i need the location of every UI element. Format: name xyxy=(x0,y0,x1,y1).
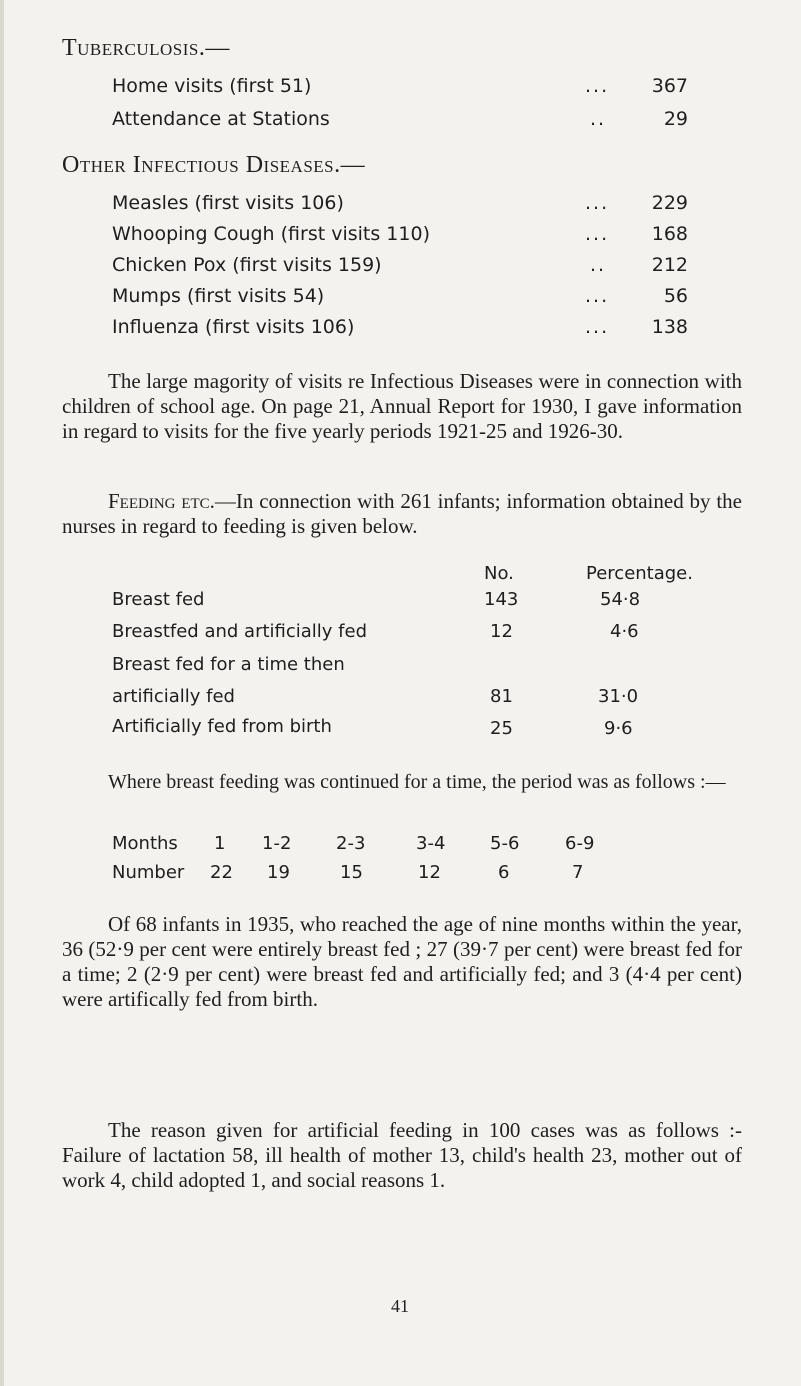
paragraph-text: The reason given for artificial feeding in 100 cases was as follows :- Failure of lactation 58, ill health of mother 13, child's health 23, mother out of work 4, child adopted 1, and social reasons 1. xyxy=(62,1118,742,1192)
feeding-row-label: Breast fed xyxy=(112,589,205,610)
number-cell: 6 xyxy=(498,862,510,883)
number-cell: 15 xyxy=(340,862,363,883)
inf-row-dots: ... xyxy=(585,285,610,307)
feeding-row-no: 25 xyxy=(490,718,513,739)
tb-row-label: Home visits (first 51) xyxy=(112,75,312,97)
tb-row-value: 29 xyxy=(663,108,688,130)
paragraph-text: Of 68 infants in 1935, who reached the age of nine months within the year, 36 (52·9 per cent were entirely breast fed ; 27 (39·7 per cent) were breast fed for a time; 2 (2·9 per cent) were breast fed and artificially fed; and 3 (4·4 per cent) were artifically fed from birth. xyxy=(62,912,742,1011)
paragraph-text: The large magority of visits re Infectious Diseases were in connection with children of school age. On page 21, Annual Report for 1930, I gave information in regard to visits for the five yearly periods 1921-25 and 1926-30. xyxy=(62,369,742,443)
paragraph-nine-months xyxy=(62,912,742,1012)
feeding-row-label: Artificially fed from birth xyxy=(112,716,332,737)
feeding-row-pct: 4·6 xyxy=(610,621,639,642)
col-header-no: No. xyxy=(484,563,514,584)
inf-row-dots: .. xyxy=(590,254,607,276)
paragraph-text: —In connection with 261 infants; information obtained by the nurses in regard to feeding is given below. xyxy=(62,489,743,538)
months-cell: 6-9 xyxy=(565,833,595,854)
tb-row-dots: ... xyxy=(585,75,610,97)
number-cell: 7 xyxy=(572,862,584,883)
months-row-label: Months xyxy=(112,833,178,854)
paragraph-infectious-summary xyxy=(62,369,742,444)
months-cell: 3-4 xyxy=(416,833,446,854)
feeding-row-pct: 9·6 xyxy=(604,718,633,739)
feeding-row-pct: 54·8 xyxy=(600,589,641,610)
inf-row-dots: ... xyxy=(585,223,610,245)
inf-row-value: 212 xyxy=(651,254,688,276)
number-cell: 19 xyxy=(267,862,290,883)
feeding-lead: Feeding etc. xyxy=(108,489,215,513)
months-cell: 5-6 xyxy=(490,833,520,854)
feeding-row-no: 12 xyxy=(490,621,513,642)
inf-row-label: Whooping Cough (first visits 110) xyxy=(112,223,430,245)
number-row-label: Number xyxy=(112,862,185,883)
feeding-row-no: 143 xyxy=(484,589,519,610)
paragraph-breast-period xyxy=(62,770,742,795)
tuberculosis-heading: Tuberculosis.— xyxy=(62,35,230,61)
feeding-row-label: Breast fed for a time then xyxy=(112,654,345,675)
inf-row-label: Chicken Pox (first visits 159) xyxy=(112,254,382,276)
inf-row-value: 56 xyxy=(663,285,688,307)
months-cell: 1-2 xyxy=(262,833,292,854)
page-number: 41 xyxy=(391,1296,409,1316)
feeding-row-label: Breastfed and artificially fed xyxy=(112,621,368,642)
inf-row-dots: ... xyxy=(585,192,610,214)
infectious-heading: Other Infectious Diseases.— xyxy=(62,152,366,178)
tb-row-dots: .. xyxy=(590,108,607,130)
paragraph-feeding-intro xyxy=(62,489,742,539)
months-cell: 1 xyxy=(214,833,226,854)
number-cell: 22 xyxy=(210,862,233,883)
page-edge xyxy=(0,0,4,1386)
inf-row-value: 229 xyxy=(651,192,688,214)
inf-row-label: Measles (first visits 106) xyxy=(112,192,344,214)
inf-row-label: Influenza (first visits 106) xyxy=(112,316,355,338)
paragraph-text: Where breast feeding was continued for a time, the period was as follows :— xyxy=(108,771,726,793)
feeding-row-pct: 31·0 xyxy=(598,686,639,707)
col-header-percentage: Percentage. xyxy=(586,563,693,584)
months-cell: 2-3 xyxy=(336,833,366,854)
feeding-row-label-cont: artificially fed xyxy=(112,686,235,707)
inf-row-value: 138 xyxy=(651,316,688,338)
paragraph-artificial-reasons xyxy=(62,1118,742,1193)
feeding-row-no: 81 xyxy=(490,686,513,707)
inf-row-dots: ... xyxy=(585,316,610,338)
tb-row-value: 367 xyxy=(651,75,688,97)
number-cell: 12 xyxy=(418,862,441,883)
tb-row-label: Attendance at Stations xyxy=(112,108,330,130)
inf-row-label: Mumps (first visits 54) xyxy=(112,285,325,307)
inf-row-value: 168 xyxy=(651,223,688,245)
